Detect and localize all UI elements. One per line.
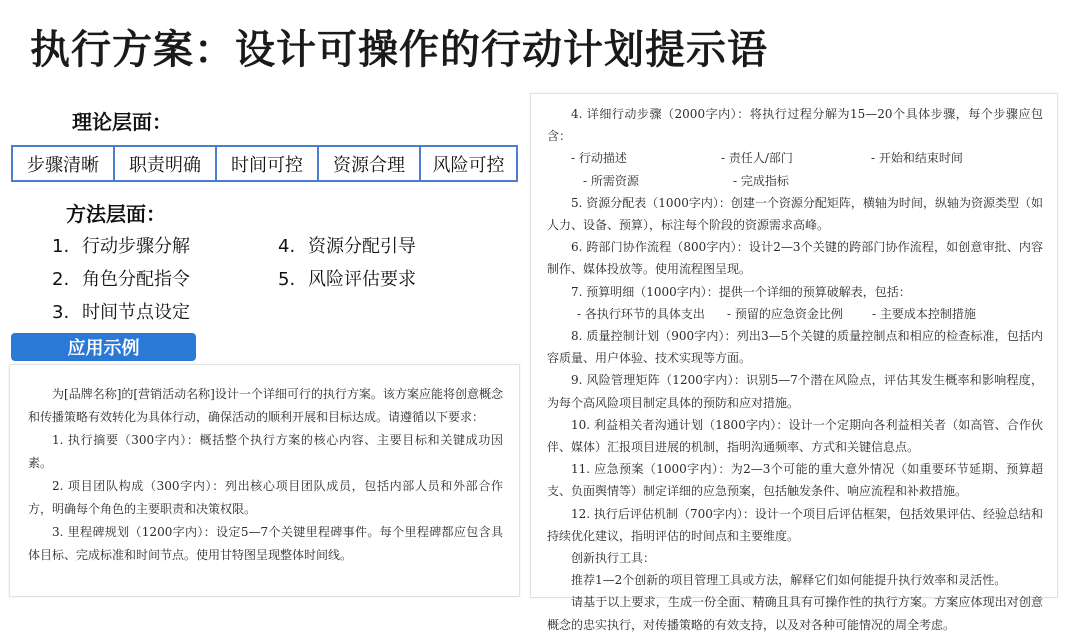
doc-paragraph: 1. 执行摘要（300字内）：概括整个执行方案的核心内容、主要目标和关键成功因素。 [28,433,503,470]
method-item: 3. 时间节点设定 [52,302,190,323]
doc-paragraph: 为[品牌名称]的[营销活动名称]设计一个详细可行的执行方案。该方案应能将创意概念和传播策略有效转化为具体行动，确保活动的顺利开展和目标达成。请遵循以下要求： [28,387,503,424]
method-heading: 方法层面： [66,202,166,226]
doc-paragraph: 9. 风险管理矩阵（1200字内）：识别5—7个潜在风险点，评估其发生概率和影响程度，为每个高风险项目制定具体的预防和应对措施。 [547,373,1043,410]
doc-bullet-row: - 行动描述 - 责任人/部门 - 开始和结束时间 [571,151,963,166]
example-document-right [530,93,1058,632]
doc-paragraph: 6. 跨部门协作流程（800字内）：设计2—3个关键的跨部门协作流程，如创意审批、内容制作、媒体投放等。使用流程图呈现。 [547,240,1043,277]
doc-paragraph: 4. 详细行动步骤（2000字内）：将执行过程分解为15—20个具体步骤，每个步骤应包含： [547,107,1043,144]
doc-paragraph: 推荐1—2个创新的项目管理工具或方法，解释它们如何能提升执行效率和灵活性。 [571,573,1007,588]
doc-paragraph: 12. 执行后评估机制（700字内）：设计一个项目后评估框架，包括效果评估、经验总结和持续优化建议，指明评估的时间点和主要维度。 [547,506,1043,543]
doc-paragraph: 8. 质量控制计划（900字内）：列出3—5个关键的质量控制点和相应的检查标准，包括内容质量、用户体验、技术实现等方面。 [547,329,1043,366]
doc-paragraph: 5. 资源分配表（1000字内）：创建一个资源分配矩阵，横轴为时间，纵轴为资源类型（如人力、设备、预算），标注每个阶段的资源需求高峰。 [547,195,1043,233]
doc-paragraph: 7. 预算明细（1000字内）：提供一个详细的预算破解表，包括： [571,284,911,299]
tag-time-control: 时间可控 [217,147,319,180]
method-item: 4. 资源分配引导 [278,236,416,257]
doc-bullet-row: - 各执行环节的具体支出 - 预留的应急资金比例 - 主要成本控制措施 [577,306,976,321]
doc-paragraph: 11. 应急预案（1000字内）：为2—3个可能的重大意外情况（如重要环节延期、预算超支、负面舆情等）制定详细的应急预案，包括触发条件、响应流程和补救措施。 [547,462,1043,499]
doc-paragraph: 3. 里程碑规划（1200字内）：设定5—7个关键里程碑事件。每个里程碑都应包含具体目标、完成标准和时间节点。使用甘特图呈现整体时间线。 [28,525,503,562]
method-item: 2. 角色分配指令 [52,269,190,290]
example-tab: 应用示例 [11,333,196,361]
tag-risk-control: 风险可控 [432,154,505,176]
page-title: 执行方案：设计可操作的行动计划提示语 [30,27,768,73]
doc-paragraph: 10. 利益相关者沟通计划（1800字内）：设计一个定期向各利益相关者（如高管、合作伙伴、媒体）汇报项目进展的机制，指明沟通频率、方式和关键信息点。 [547,417,1043,455]
doc-subheading: 创新执行工具： [571,551,656,566]
tag-duties-clear: 职责明确 [115,147,217,180]
tag-steps-clear: 步骤清晰 [13,147,115,180]
doc-paragraph: 2. 项目团队构成（300字内）：列出核心项目团队成员，包括内部人员和外部合作方，明确每个角色的主要职责和决策权限。 [28,479,503,516]
doc-paragraph: 请基于以上要求，生成一份全面、精确且具有可操作性的执行方案。方案应体现出对创意概念的忠实执行，对传播策略的有效支持，以及对各种可能情况的周全考虑。 [547,595,1043,632]
theory-tag-row [11,145,518,182]
method-item: 5. 风险评估要求 [278,269,416,290]
tag-resource-reasonable: 资源合理 [319,147,421,180]
doc-bullet-row: - 所需资源 - 完成指标 [583,173,789,188]
example-document-left [9,364,520,597]
method-item: 1. 行动步骤分解 [52,236,190,257]
theory-heading: 理论层面： [72,110,172,134]
